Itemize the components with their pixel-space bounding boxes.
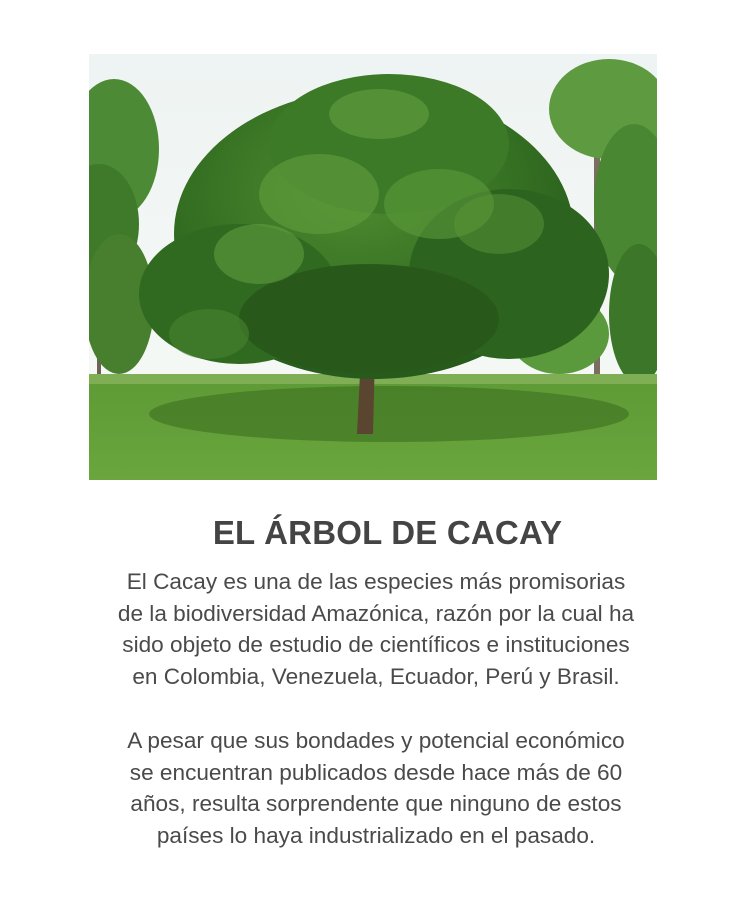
cacay-tree-photo (89, 54, 657, 480)
page-title: EL ÁRBOL DE CACAY (212, 514, 563, 551)
paragraph-line: sido objeto de estudio de científicos e instituciones (122, 632, 630, 657)
paragraph-line: A pesar que sus bondades y potencial económico (127, 728, 625, 753)
paragraph-line: El Cacay es una de las especies más promisorias (126, 569, 626, 594)
paragraph-line: se encuentran publicados desde hace más de 60 (129, 759, 623, 785)
paragraph-line: años, resulta sorprendente que ninguno de estos (130, 791, 622, 816)
paragraph-line: países lo haya industrializado en el pasado. (156, 822, 596, 848)
paragraph-line: de la biodiversidad Amazónica, razón por la cual ha (117, 600, 635, 626)
intro-paragraph (76, 566, 676, 692)
paragraph-line: en Colombia, Venezuela, Ecuador, Perú y Brasil. (132, 663, 620, 689)
second-paragraph (76, 725, 676, 851)
